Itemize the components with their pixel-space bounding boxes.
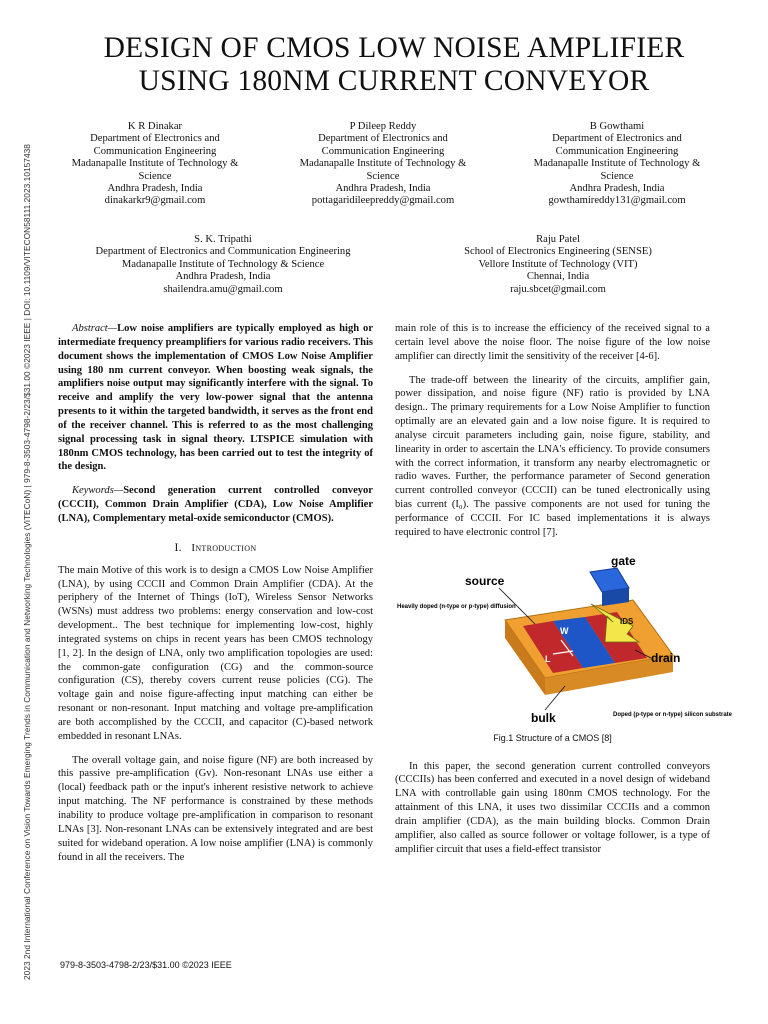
- ids-label: IDS: [620, 616, 634, 626]
- author-name: Raju Patel: [536, 234, 580, 245]
- author-dept: Communication Engineering: [555, 145, 679, 157]
- title-line-1: DESIGN OF CMOS LOW NOISE AMPLIFIER: [103, 32, 685, 64]
- author-institute: Science: [366, 170, 400, 182]
- author-dinakar: [40, 121, 270, 208]
- cmos-diagram: [395, 550, 733, 730]
- author-dept: Communication Engineering: [321, 145, 445, 157]
- title-line-2: USING 180NM CURRENT CONVEYOR: [138, 65, 650, 97]
- body-paragraph-3: In this paper, the second generation current controlled conveyors (CCCIIs) has been conferred and executed in a novel design of wideband LNA with controllable gain using 180nm CMOS technology. For the attainment of this LNA, it uses two dissimilar CCCIIs and a common drain amplifier (CDA), as the main building blocks. Common Drain amplifier, also called as source follower or voltage follower, is a type of amplifier circuit that uses a field-effect transistor: [395, 760, 710, 855]
- author-name: P Dileep Reddy: [349, 121, 417, 132]
- author-dept: Department of Electronics and: [552, 133, 682, 145]
- figure-caption: Fig.1 Structure of a CMOS [8]: [493, 732, 612, 743]
- author-name: S. K. Tripathi: [194, 234, 252, 245]
- keywords: [58, 484, 373, 526]
- section-number: I.: [174, 541, 182, 554]
- abstract-text: Low noise amplifiers are typically employed as high or intermediate frequency preamplifiers for various radio receivers. This document shows the implementation of CMOS Low Noise Amplifier using 180 nm current conveyor. When boosting weak signals, the amplifiers noise output may significantly interfere with the signal. To receive and amplify the very low-power signal that the antenna presents to it within the targeted bandwidth, it serves as the front end of the receiver channel. This is referred to as the most challenging signal processing task in signal theory. LTSPICE simulation with 180nm CMOS technology, has been carried out to test the integrity of the design.: [58, 323, 373, 473]
- w-label: W: [560, 625, 569, 636]
- author-name: K R Dinakar: [127, 121, 183, 132]
- author-institute: Madanapalle Institute of Technology &: [299, 158, 467, 170]
- author-email[interactable]: shailendra.amu@gmail.com: [163, 283, 283, 295]
- source-label: source: [465, 573, 505, 588]
- doi-sidebar-text: 2023 2nd International Conference on Vision Towards Emerging Trends in Communication and Networking Technologies (ViTECoN) | 979-8-3503-4798-2/23/$31.00 ©2023 IEEE | DOI: 10.1109/VITECON58111.2023.10157438: [22, 144, 32, 980]
- heavily-doped-label: Heavily doped (n-type or p-type) diffusion: [397, 603, 516, 610]
- section-title: Introduction: [191, 541, 257, 554]
- author-institute: Vellore Institute of Technology (VIT): [478, 258, 638, 270]
- author-dept: School of Electronics Engineering (SENSE): [464, 246, 652, 258]
- footer-copyright: 979-8-3503-4798-2/23/$31.00 ©2023 IEEE: [60, 960, 232, 970]
- author-location: Chennai, India: [526, 271, 590, 283]
- right-column: [395, 322, 733, 866]
- abstract-label: Abstract—: [72, 323, 118, 334]
- gate-label: gate: [611, 553, 636, 568]
- gate-block: [590, 568, 629, 592]
- author-location: Andhra Pradesh, India: [569, 183, 665, 195]
- author-dept: Communication Engineering: [93, 145, 217, 157]
- author-location: Andhra Pradesh, India: [175, 271, 271, 283]
- substrate-label: Doped (p-type or n-type) silicon substrate: [613, 711, 733, 718]
- author-institute: Madanapalle Institute of Technology &: [533, 158, 701, 170]
- author-location: Andhra Pradesh, India: [335, 183, 431, 195]
- intro-paragraph-2: The overall voltage gain, and noise figure (NF) are both increased by this passive pre-amplification (Gv). Non-resonant LNAs use either a (local) feedback path or the input's inherent resistive network to achieve input matching. The NF performance is constrained by these methods inability to produce voltage pre-amplification in comparison to resonant LNAs [3]. Non-resonant LNAs can be extensively integrated and are best suited for wideband operation. A low noise amplifier (LNA) is commonly found in all the receivers. The: [58, 754, 373, 863]
- author-email[interactable]: gowthamireddy131@gmail.com: [548, 195, 686, 207]
- left-column: [58, 322, 373, 874]
- author-institute: Madanapalle Institute of Technology & Science: [121, 258, 325, 270]
- abstract: [58, 322, 373, 474]
- author-email[interactable]: dinakarkr9@gmail.com: [104, 195, 206, 207]
- keywords-text: Second generation current controlled conveyor (CCCII), Common Drain Amplifier (CDA), Low Noise Amplifier (LNA), Complementary metal-oxide semiconductor (CMOS).: [58, 485, 373, 524]
- author-email[interactable]: pottagaridileepreddy@gmail.com: [311, 195, 455, 207]
- author-tripathi: [58, 234, 388, 296]
- l-label: L: [545, 653, 551, 664]
- author-location: Andhra Pradesh, India: [107, 183, 203, 195]
- author-institute: Science: [600, 170, 634, 182]
- body-paragraph-2: The trade-off between the linearity of the circuits, amplifier gain, power dissipation, and noise figure (NF) ratio is provided by LNA design.. The primary requirements for a Low Noise Amplifier to function optimally are an elevated gain and a low noise figure. It is required to analyse circuit parameters including gain, noise figure, stability, and linearity in order to ascertain the LNA's efficiency. To provide consumers with the correct information, it transform any nearby electromagnetic or radio waves. Further, the performance parameter of Second generation current controlled conveyor (CCCII) can be tuned electronically using bias current (I₀). The passive components are not used for tuning the performance of CCCII. For IC based implementations it is always required to have electronic control [7].: [395, 374, 710, 538]
- author-institute: Science: [138, 170, 172, 182]
- bulk-label: bulk: [531, 710, 556, 725]
- paper-title: [60, 32, 728, 98]
- drain-label: drain: [651, 650, 681, 665]
- author-patel: [408, 234, 708, 296]
- cmos-structure-figure: [395, 550, 733, 730]
- author-reddy: [268, 121, 498, 208]
- body-paragraph-1: main role of this is to increase the efficiency of the received signal to a certain level above the noise floor. The noise figure of the low noise amplifier can directly limit the sensitivity of the receiver [4-6].: [395, 323, 710, 362]
- author-gowthami: [502, 121, 732, 208]
- doi-sidebar: [12, 60, 32, 980]
- author-name: B Gowthami: [589, 121, 645, 132]
- author-dept: Department of Electronics and: [90, 133, 220, 145]
- author-email[interactable]: raju.sbcet@gmail.com: [510, 283, 606, 295]
- author-dept: Department of Electronics and: [318, 133, 448, 145]
- intro-paragraph-1: The main Motive of this work is to design a CMOS Low Noise Amplifier (LNA), by using CCCII and Common Drain Amplifier (CDA). At the periphery of the Internet of Things (IoT), Wireless Sensor Networks (WSNs) must address two problems: energy conservation and low-cost development.. The best technique for implementing low-cost, highly integrated systems on chips in recent years has been CMOS technology [1, 2]. In the design of LNA, only two amplification topologies are used: the common-gate configuration (CG) and the common-source configuration (CS), thereby covers current reuse policies (CG). The voltage gain and noise figure-affecting input matching can either be resonant or non-resonant. Input matching and voltage pre-amplification are both accomplished by the CCCII, and capacitor (C)-based network embedded in resonant LNAs.: [58, 564, 373, 742]
- author-institute: Madanapalle Institute of Technology &: [71, 158, 239, 170]
- keywords-label: Keywords—: [72, 485, 124, 497]
- section-heading: [58, 542, 373, 556]
- author-dept: Department of Electronics and Communication Engineering: [95, 246, 351, 258]
